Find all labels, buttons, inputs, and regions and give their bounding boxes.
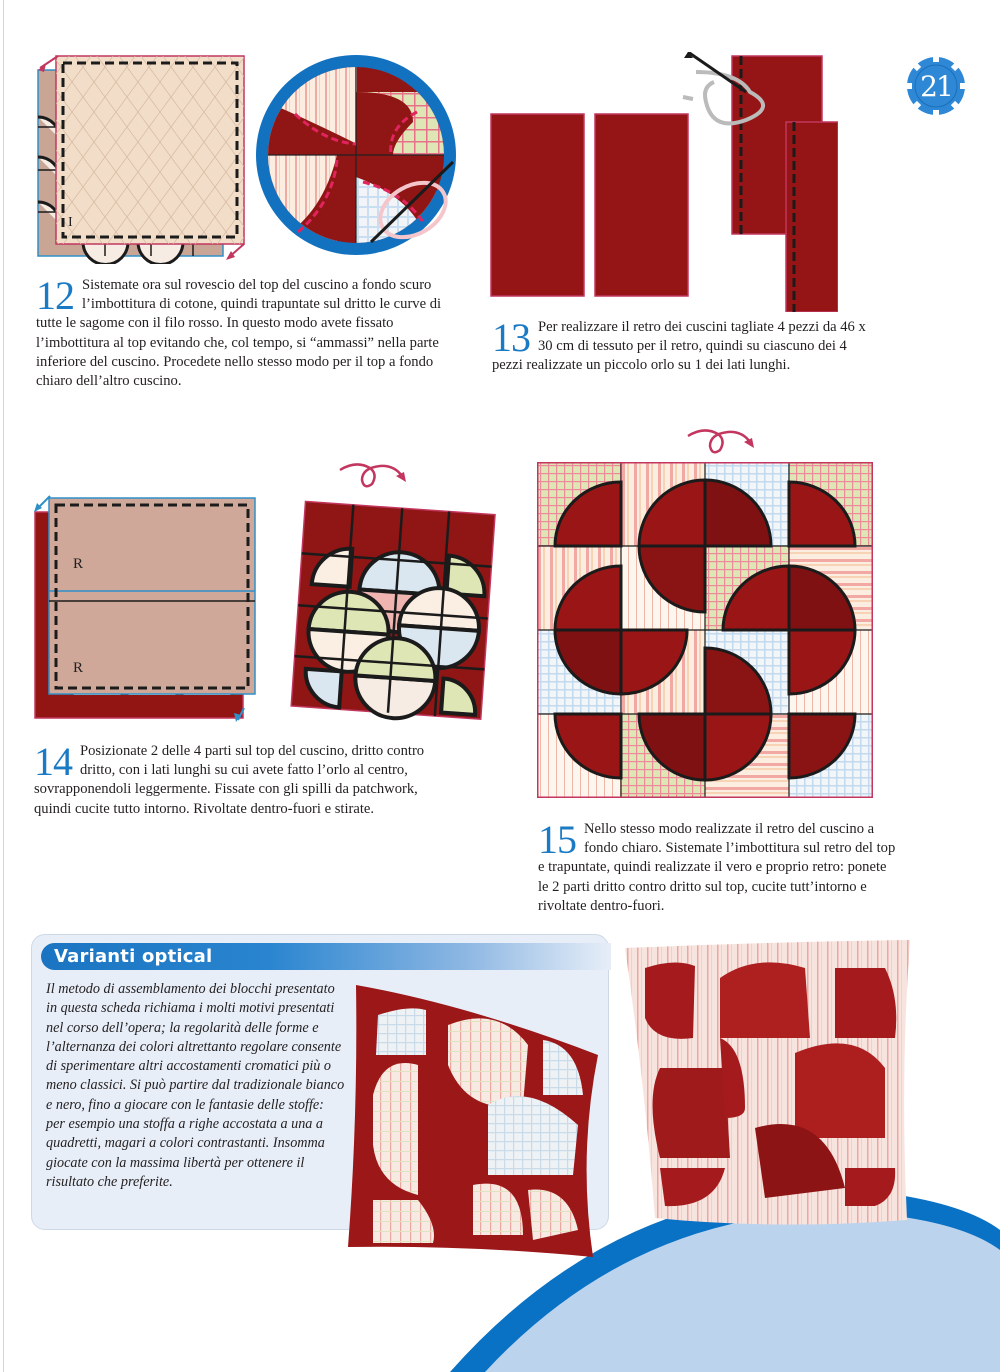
variants-title: Varianti optical <box>54 946 213 967</box>
step12-quilting-detail-illustration <box>253 52 463 262</box>
step13-fabric-pieces-illustration <box>488 52 838 312</box>
page-number: 21 <box>920 69 952 103</box>
flip-arrow-icon <box>684 426 764 456</box>
piece-label-r-bottom: R <box>73 660 84 676</box>
step-number: 15 <box>538 817 576 862</box>
flip-arrow-icon <box>336 460 416 490</box>
step14-back-pieces-illustration <box>32 490 262 722</box>
step-14 <box>34 739 454 819</box>
step-number: 13 <box>492 315 530 360</box>
step-text: Nello stesso modo realizzate il retro del cuscino a fondo chiaro. Sistemate l’imbottitura sul retro del top e trapuntate, quindi realizzate il vero e proprio retro: ponete le 2 parti dritto contro dritto sul top, cucite tutt’intorno e rivoltate dentro-fuori. <box>538 821 896 914</box>
step-text: Sistemate ora sul rovescio del top del cuscino a fondo scuro l’imbottitura di cotone, quindi trapuntate sul dritto le curve di tutte le sagome con il filo rosso. In questo modo avete fissato l’imbottitura al top evitando che, col tempo, si “ammassi” nella parte inferiore del cuscino. Procedete nello stesso modo per il top a fondo chiaro dell’altro cuscino. <box>36 277 442 390</box>
page-number-badge <box>906 56 966 116</box>
step-15 <box>538 817 898 916</box>
step-number: 12 <box>36 273 74 318</box>
step-13 <box>492 315 876 376</box>
step-text: Posizionate 2 delle 4 parti sul top del cuscino, dritto contro dritto, con i lati lunghi su cui avete fatto l’orlo al centro, sovrapponendoli leggermente. Fissate con gli spilli da patchwork, quindi cucite tutto intorno. Rivoltate dentro-fuori e stirate. <box>34 743 425 817</box>
step14-quilt-top-illustration <box>290 500 500 725</box>
step-12 <box>36 273 468 391</box>
layer-label-i: I <box>68 215 73 230</box>
variants-body-text: Il metodo di assemblamento dei blocchi presentato in questa scheda richiama i molti motivi presentati nel corso dell’opera; la regolarità delle forme e l’alternanza dei colori altrettanto regolare consente di sperimentare altri accostamenti cromatici più o meno classici. Si può partire dal tradizionale bianco e nero, fino a giocare con le fantasie delle stoffe: per esempio una stoffa a righe accostata a una a quadretti, magari a colori contrastanti. Insomma giocate con la massima libertà per ottenere il risultato che preferite. <box>46 981 345 1190</box>
piece-label-r-top: R <box>73 556 84 572</box>
step-text: Per realizzare il retro dei cuscini tagliate 4 pezzi da 46 x 30 cm di tessuto per il retro, quindi su ciascuno dei 4 pezzi realizzate un piccolo orlo su 1 dei lati lunghi. <box>492 319 866 374</box>
dark-pillow-photo <box>348 985 603 1257</box>
page-edge-line <box>3 0 4 1372</box>
step-number: 14 <box>34 739 72 784</box>
step12-quilt-layer-illustration <box>28 52 250 264</box>
step15-quilt-top-light-illustration <box>537 462 873 798</box>
